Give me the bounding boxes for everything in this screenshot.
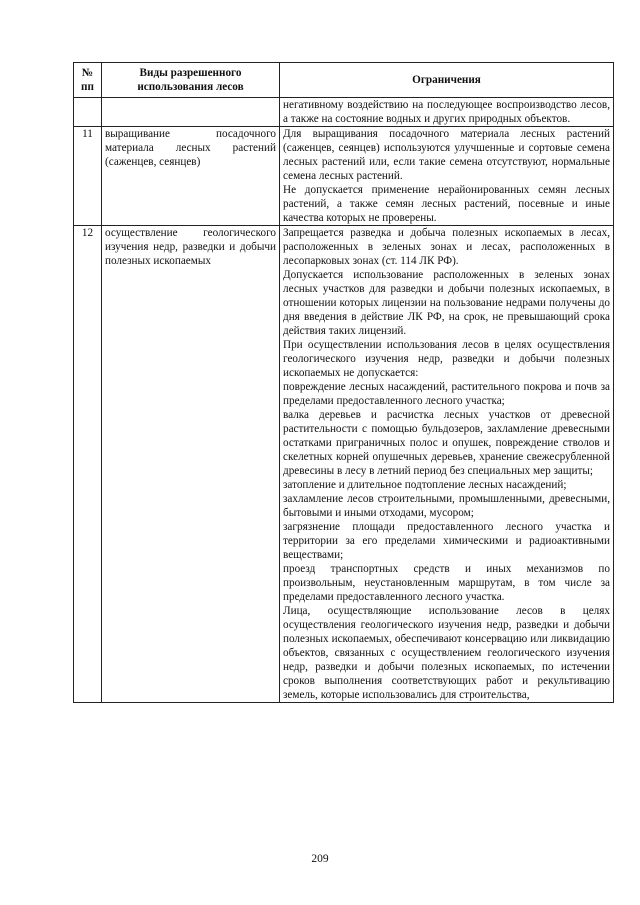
table-row xyxy=(74,98,614,127)
row-restrictions xyxy=(280,98,614,127)
restriction-paragraph: Для выращивания посадочного материала лесных растений (саженцев, сеянцев) используются улучшенные и сортовые семена лесных растений или, если такие семена отсутствуют, нормальные семена лесных растений. xyxy=(283,128,610,182)
table-row xyxy=(74,226,614,703)
row-num: 11 xyxy=(74,127,102,226)
table-header-row xyxy=(74,63,614,98)
header-num: № пп xyxy=(74,63,102,98)
restrictions-table xyxy=(73,62,614,703)
restriction-paragraph: негативному воздействию на последующее воспроизводство лесов, а также на состояние водных и других природных объектов. xyxy=(283,99,610,125)
row-num xyxy=(74,98,102,127)
restriction-paragraph: проезд транспортных средств и иных механизмов по произвольным, неустановленным маршрутам, в том числе за пределами предоставленного лесного участка. xyxy=(283,563,610,603)
restriction-paragraph: валка деревьев и расчистка лесных участков от древесной растительности с помощью бульдозеров, захламление древесными остатками приграничных полос и опушек, повреждение стволов и скелетных корней опушечных деревьев, хранение свежесрубленной древесины в лесу в летний период без специальных мер защиты; xyxy=(283,409,610,477)
row-use-type: осуществление геологического изучения недр, разведки и добычи полезных ископаемых xyxy=(102,226,280,703)
restriction-paragraph: загрязнение площади предоставленного лесного участка и территории за его пределами химическими и радиоактивными веществами; xyxy=(283,521,610,561)
page-number: 209 xyxy=(311,853,329,865)
row-restrictions xyxy=(280,127,614,226)
restriction-paragraph: затопление и длительное подтопление лесных насаждений; xyxy=(283,479,567,491)
restriction-paragraph: Запрещается разведка и добыча полезных ископаемых в лесах, расположенных в зеленых зонах и лесах, расположенных в лесопарковых зонах (ст. 114 ЛК РФ). xyxy=(283,227,610,267)
restriction-paragraph: захламление лесов строительными, промышленными, древесными, бытовыми и иными отходами, мусором; xyxy=(283,493,610,519)
restriction-paragraph: повреждение лесных насаждений, растительного покрова и почв за пределами предоставленного лесного участка; xyxy=(283,381,610,407)
restriction-paragraph: Допускается использование расположенных в зеленых зонах лесных участков для разведки и добычи полезных ископаемых, в отношении которых лицензии на пользование недрами получены до дня введения в действие ЛК РФ, на срок, не превышающий срока действия таких лицензий. xyxy=(283,269,610,337)
row-restrictions xyxy=(280,226,614,703)
restriction-paragraph: Лица, осуществляющие использование лесов в целях осуществления геологического изучения недр, разведки и добычи полезных ископаемых, обеспечивают консервацию или ликвидацию объектов, связанных с осуществлением геологического изучения недр, разведки и добычи полезных ископаемых, по истечении сроков выполнения соответствующих работ и рекультивацию земель, которые использовались для строительства, xyxy=(283,605,610,701)
header-restrictions: Ограничения xyxy=(280,63,614,98)
header-forest-use-type: Виды разрешенного использования лесов xyxy=(102,63,280,98)
restriction-paragraph: При осуществлении использования лесов в целях осуществления геологического изучения недр, разведки и добычи полезных ископаемых не допускается: xyxy=(283,339,610,379)
row-use-type: выращивание посадочного материала лесных растений (саженцев, сеянцев) xyxy=(102,127,280,226)
restriction-paragraph: Не допускается применение нерайонированных семян лесных растений, а также семян лесных растений, посевные и иные качества которых не проверены. xyxy=(283,184,610,224)
table-row xyxy=(74,127,614,226)
row-num: 12 xyxy=(74,226,102,703)
row-use-type xyxy=(102,98,280,127)
